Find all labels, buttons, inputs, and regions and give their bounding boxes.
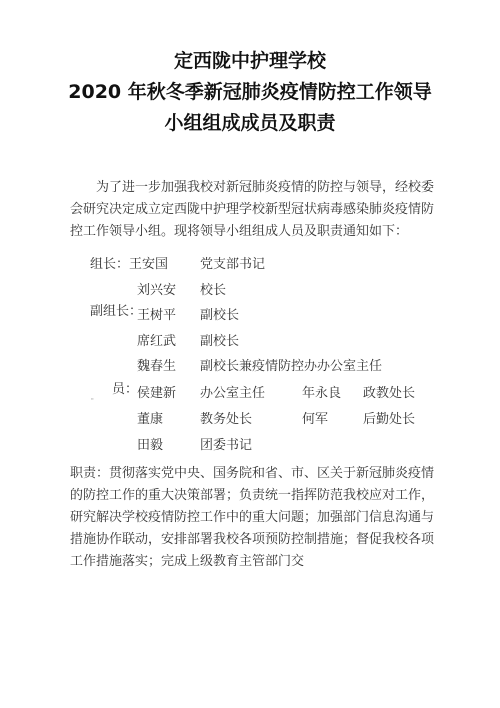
document-title-line-3: 小组组成成员及职责: [164, 112, 336, 134]
vice-leader-name: 魏春生: [137, 359, 177, 374]
vice-leader-role: 副校长: [200, 308, 240, 323]
member-name: 侯建新: [137, 386, 177, 401]
member-role: 教务处长: [200, 412, 253, 427]
vice-leader-name: 王树平: [137, 308, 177, 323]
document-title-line-2: 2020 年秋冬季新冠肺炎疫情防控工作领导: [68, 81, 432, 103]
vice-leader-role: 副校长兼疫情防控办办公室主任: [200, 359, 383, 374]
document-title-line-1: 定西陇中护理学校: [173, 50, 326, 72]
vice-leader-label: 副组长：: [90, 304, 143, 319]
member-label: 员：: [112, 382, 139, 397]
vice-leader-name: 席红武: [137, 334, 177, 349]
leader-label: 组长：王安国: [90, 257, 169, 272]
vice-leader-name: 刘兴安: [137, 283, 177, 298]
leader-role: 党支部书记: [200, 257, 266, 272]
member-name: 何军: [302, 412, 329, 427]
vice-leader-role: 副校长: [200, 334, 240, 349]
member-role: 政教处长: [363, 386, 416, 401]
member-name: 田毅: [137, 438, 164, 453]
duties-paragraph: 职责：贯彻落实党中央、国务院和省、市、区关于新冠肺炎疫情的防控工作的重大决策部署；负责统一指挥防范我校应对工作，研究解决学校疫情防控工作中的重大问题；加强部门信息沟通与措施协作联动，安排部署我校各项预防控制措施；督促我校各项工作措施落实；完成上级教育主管部门交: [70, 466, 435, 569]
member-name: 董康: [137, 412, 164, 427]
member-role: 团委书记: [200, 438, 253, 453]
intro-paragraph: 为了进一步加强我校对新冠肺炎疫情的防控与领导，经校委会研究决定成立定西陇中护理学校新型冠状病毒感染肺炎疫情防控工作领导小组。现将领导小组组成人员及职责通知如下：: [70, 180, 435, 239]
vice-leader-role: 校长: [200, 283, 227, 298]
member-role: 后勤处长: [363, 412, 416, 427]
member-role: 办公室主任: [200, 386, 266, 401]
member-name: 年永良: [302, 386, 342, 401]
stray-mark: ": [91, 398, 94, 405]
